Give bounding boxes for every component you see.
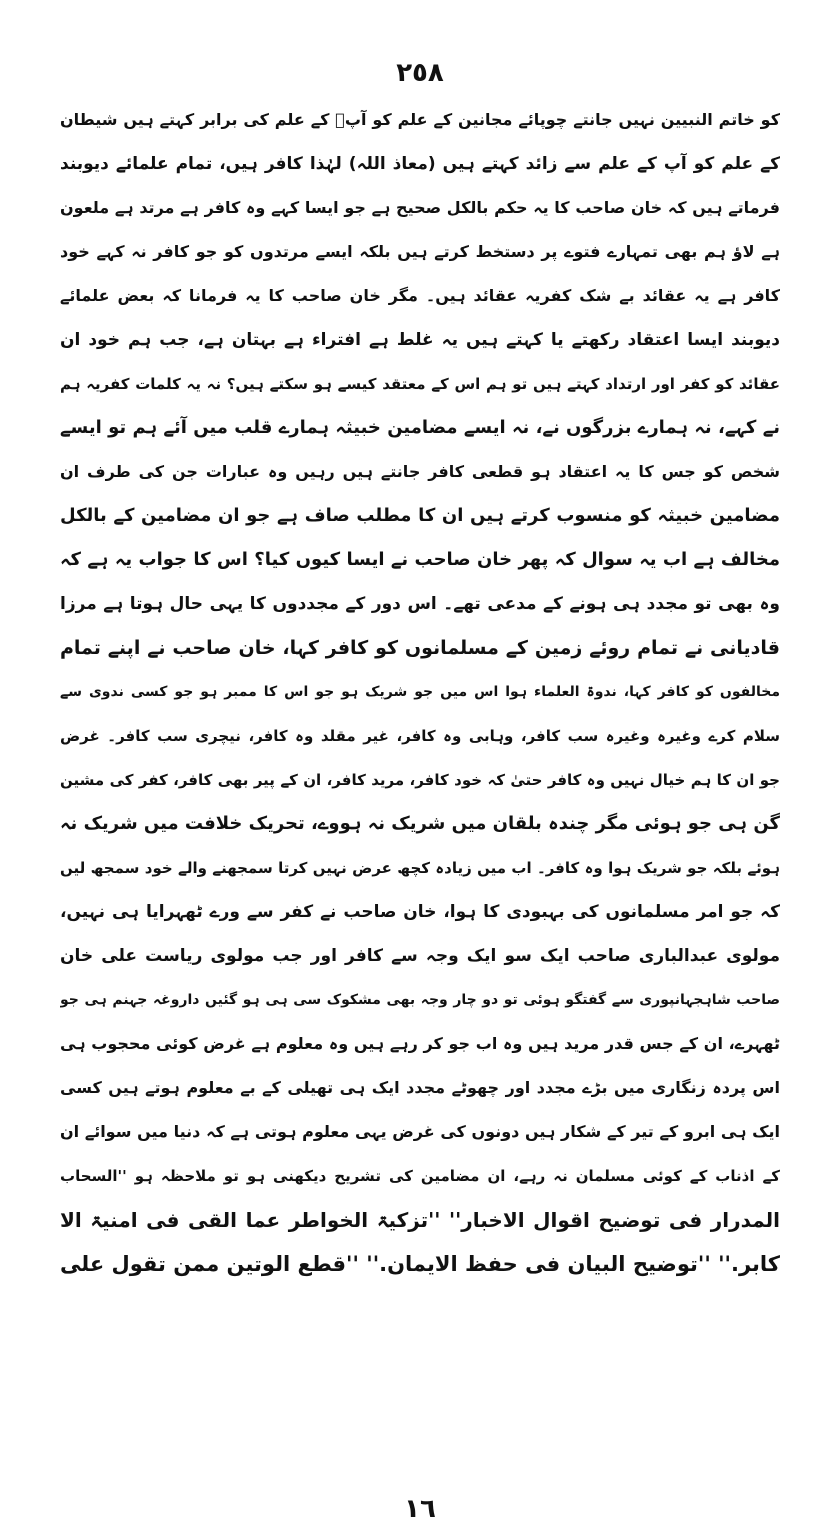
footer-page-number: ١٦	[404, 1494, 436, 1524]
text-line: عقائد کو کفر اور ارتداد کہتے ہیں تو ہم اس کے معتقد کیسے ہو سکتے ہیں؟ نہ یہ کلمات کفریہ ہم	[60, 375, 780, 393]
text-line: مخالفوں کو کافر کہا، ندوۃ العلماء ہوا اس میں جو شریک ہو جو اس کا ممبر ہو جو کسی ندوی سے	[60, 684, 780, 700]
text-line: قادیانی نے تمام روئے زمین کے مسلمانوں کو کافر کہا، خان صاحب نے اپنے تمام	[60, 637, 780, 659]
text-line: کو خاتم النبیین نہیں جانتے چوپائے مجانین کے علم کو آپؐ کے علم کی برابر کہتے ہیں شیطان	[60, 110, 780, 129]
text-line: فرماتے ہیں کہ خان صاحب کا یہ حکم بالکل صحیح ہے جو ایسا کہے وہ کافر ہے مرتد ہے ملعون	[60, 198, 780, 217]
text-line: کابر.'' ''توضیح البیان فی حفظ الایمان.'' ''قطع الوتین ممن تقول علی	[60, 1252, 780, 1276]
text-line: سلام کرے وغیرہ وغیرہ سب کافر، وہابی وہ کافر، غیر مقلد وہ کافر، نیچری سب کافر۔ غرض	[60, 727, 780, 745]
text-line: دیوبند ایسا اعتقاد رکھتے یا کہتے ہیں یہ غلط ہے افتراء ہے بہتان ہے، جب ہم خود ان	[60, 330, 780, 350]
text-line: المدرار فی توضیح اقوال الاخبار'' ''تزکیۃ الخواطر عما القی فی امنیۃ الا	[60, 1208, 780, 1232]
body-text	[60, 98, 780, 1286]
text-line: ایک ہی ابرو کے تیر کے شکار ہیں دونوں کی غرض یہی معلوم ہوتی ہے کہ دنیا میں سوائے ان	[60, 1122, 780, 1141]
text-line: اس پردہ زنگاری میں بڑے مجدد اور چھوٹے مجدد ایک ہی تھیلی کے بے معلوم ہوتے ہیں کسی	[60, 1078, 780, 1097]
text-line: کے اذناب کے کوئی مسلمان نہ رہے، ان مضامین کی تشریح دیکھنی ہو تو ملاحظہ ہو ''السحاب	[60, 1167, 780, 1185]
text-line: کے علم کو آپ کے علم سے زائد کہتے ہیں (معاذ اللہ) لہٰذا کافر ہیں، تمام علمائے دیوبند	[60, 154, 780, 174]
text-line: نے کہے، نہ ہمارے بزرگوں نے، نہ ایسے مضامین خبیثہ ہمارے قلب میں آئے ہم تو ایسے	[60, 417, 780, 438]
text-line: مضامین خبیثہ کو منسوب کرتے ہیں ان کا مطلب صاف ہے جو ان مضامین کے بالکل	[60, 505, 780, 526]
text-line: مخالف ہے اب یہ سوال کہ پھر خان صاحب نے ایسا کیوں کیا؟ اس کا جواب یہ ہے کہ	[60, 549, 780, 570]
text-line: مولوی عبدالباری صاحب ایک سو ایک وجہ سے کافر اور جب مولوی ریاست علی خان	[60, 946, 780, 966]
text-line: صاحب شاہجہانپوری سے گفتگو ہوئی تو دو چار وجہ بھی مشکوک سی ہی ہو گئیں داروغہ جہنم ہی جو	[60, 992, 780, 1008]
text-line: گن ہی جو ہوئی مگر چندہ بلقان میں شریک نہ ہووے، تحریک خلافت میں شریک نہ	[60, 813, 780, 834]
header-page-number: ٢٥٨	[396, 58, 444, 88]
text-line: کافر ہے یہ عقائد بے شک کفریہ عقائد ہیں۔ مگر خان صاحب کا یہ فرمانا کہ بعض علمائے	[60, 286, 780, 305]
text-line: ٹھہرے، ان کے جس قدر مرید ہیں وہ اب جو کر رہے ہیں وہ معلوم ہے غرض کوئی محجوب ہی	[60, 1034, 780, 1053]
text-line: وہ بھی تو مجدد ہی ہونے کے مدعی تھے۔ اس دور کے مجددوں کا یہی حال ہوتا ہے مرزا	[60, 594, 780, 614]
text-line: جو ان کا ہم خیال نہیں وہ کافر حتیٰ کہ خود کافر، مرید کافر، ان کے پیر بھی کافر، کفر کی مشین	[60, 771, 780, 789]
text-line: ہوئے بلکہ جو شریک ہوا وہ کافر۔ اب میں زیادہ کچھ عرض نہیں کرتا سمجھنے والے خود سمجھ لیں	[60, 859, 780, 877]
text-line: شخص کو جس کا یہ اعتقاد ہو قطعی کافر جانتے ہیں رہیں وہ عبارات جن کی طرف ان	[60, 462, 780, 481]
text-line: ہے لاؤ ہم بھی تمہارے فتوے پر دستخط کرتے ہیں بلکہ ایسے مرتدوں کو جو کافر نہ کہے خود	[60, 242, 780, 261]
text-line: کہ جو امر مسلمانوں کی بہبودی کا ہوا، خان صاحب نے کفر سے ورے ٹھہرایا ہی نہیں،	[60, 902, 780, 922]
